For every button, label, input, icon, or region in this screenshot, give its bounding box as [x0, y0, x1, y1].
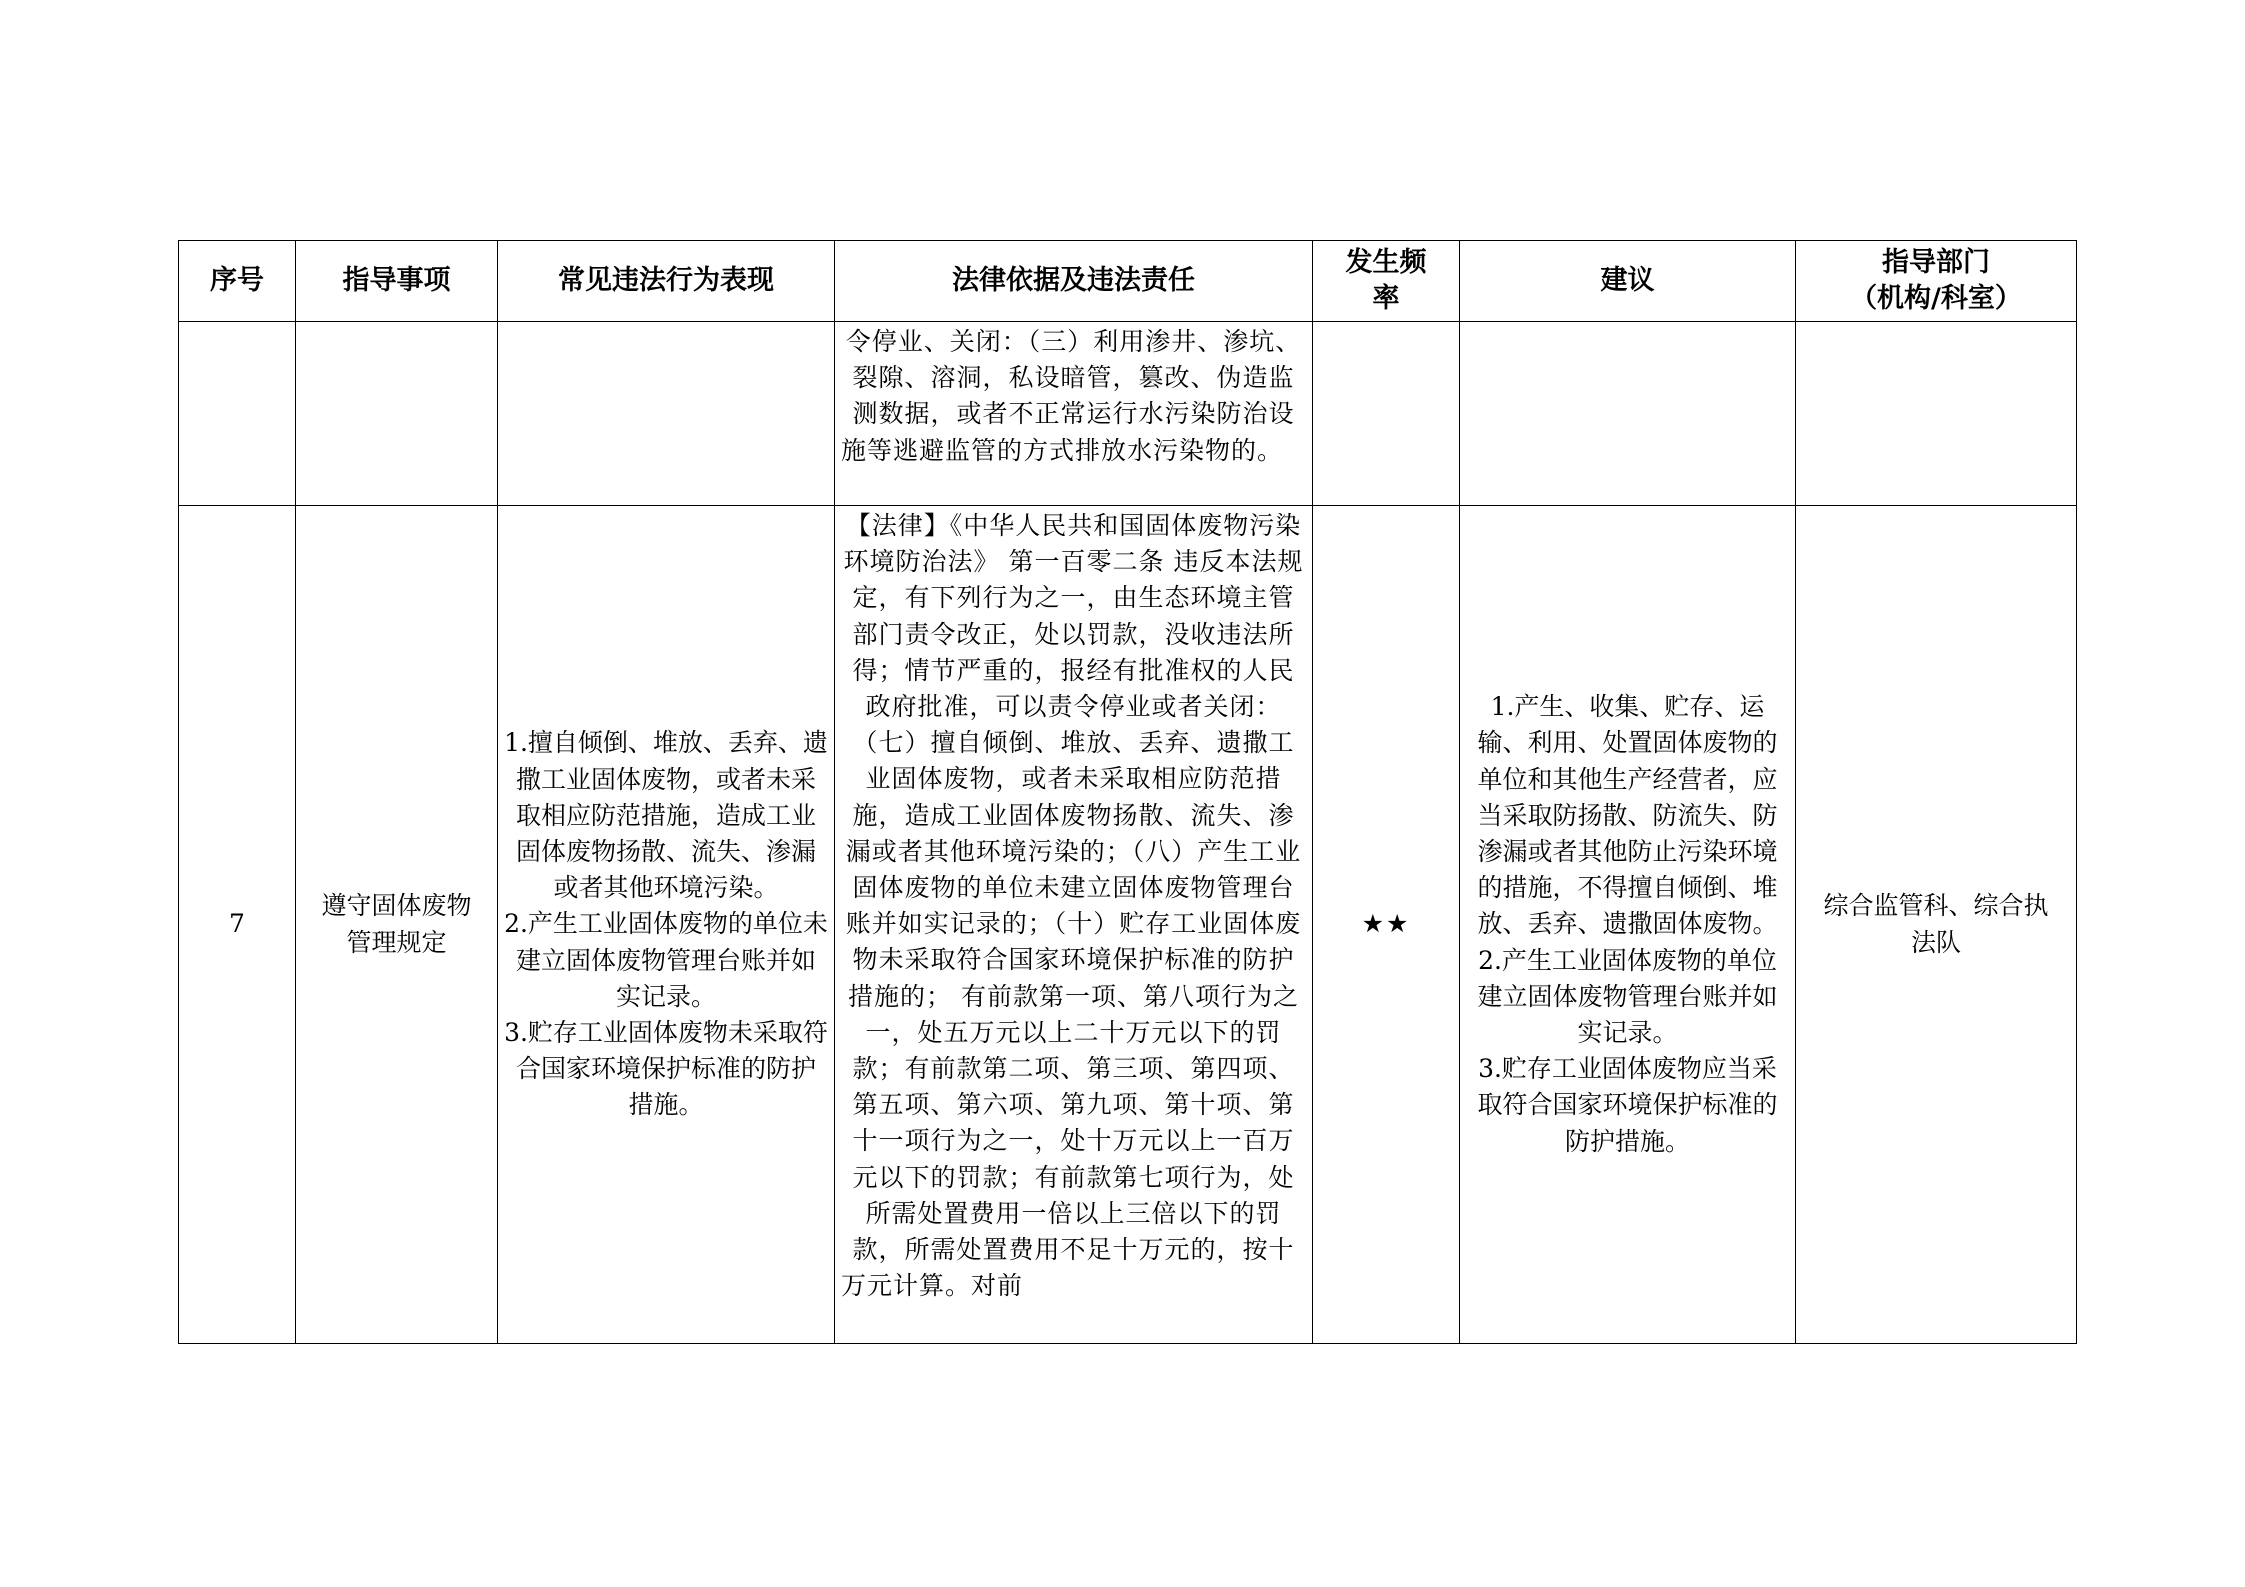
cell-frequency-empty: [1313, 322, 1460, 506]
frequency-stars: ★★: [1313, 506, 1460, 1344]
suggestion-item: 3.贮存工业固体废物应当采取符合国家环境保护标准的防护措施。: [1477, 1054, 1778, 1156]
cell-item-empty: [296, 322, 498, 506]
table-row: [179, 506, 2077, 1344]
header-frequency-line1: 发生频: [1345, 247, 1427, 278]
violation-item: 2.产生工业固体废物的单位未建立固体废物管理台账并如实记录。: [504, 909, 828, 1011]
header-department-line1: 指导部门: [1882, 247, 1990, 278]
violation-item: 3.贮存工业固体废物未采取符合国家环境保护标准的防护措施。: [504, 1018, 828, 1120]
header-item: 指导事项: [296, 241, 498, 322]
legal-basis-continued-text: 令停业、关闭：（三）利用渗井、渗坑、裂隙、溶洞，私设暗管，篡改、伪造监测数据，或者不正常运行水污染防治设施等逃避监管的方式排放水污染物的。: [841, 327, 1302, 465]
guidance-table: [178, 240, 2077, 1344]
suggestion-item: 1.产生、收集、贮存、运输、利用、处置固体废物的单位和其他生产经营者，应当采取防扬散、防流失、防渗漏或者其他防止污染环境的措施，不得擅自倾倒、堆放、丢弃、遗撒固体废物。: [1477, 692, 1778, 939]
legal-basis-text: 【法律】《中华人民共和国固体废物污染环境防治法》 第一百零二条 违反本法规定，有下列行为之一，由生态环境主管部门责令改正，处以罚款，没收违法所得；情节严重的，报经有批准权的人民政府批准，可以责令停业或者关闭：（七）擅自倾倒、堆放、丢弃、遗撒工业固体废物，或者未采取相应防范措施，造成工业固体废物扬散、流失、渗漏或者其他环境污染的；（八）产生工业固体废物的单位未建立固体废物管理台账并如实记录的；（十）贮存工业固体废物未采取符合国家环境保护标准的防护措施的； 有前款第一项、第八项行为之一，处五万元以上二十万元以下的罚款；有前款第二项、第三项、第四项、第五项、第六项、第九项、第十项、第十一项行为之一，处十万元以上一百万元以下的罚款；有前款第七项行为，处所需处置费用一倍以上三倍以下的罚款，所需处置费用不足十万元的，按十万元计算。对前: [841, 511, 1304, 1301]
cell-violations: [498, 506, 835, 1344]
table-header-row: [179, 241, 2077, 322]
header-index: 序号: [179, 241, 296, 322]
header-frequency: [1313, 241, 1460, 322]
violation-item: 1.擅自倾倒、堆放、丢弃、遗撒工业固体废物，或者未采取相应防范措施，造成工业固体废物扬散、流失、渗漏或者其他环境污染。: [504, 728, 828, 903]
cell-suggestions: [1460, 506, 1796, 1344]
header-suggestions: 建议: [1460, 241, 1796, 322]
header-frequency-line2: 率: [1372, 283, 1400, 314]
cell-department: 综合监管科、综合执法队: [1796, 506, 2077, 1344]
header-violations: 常见违法行为表现: [498, 241, 835, 322]
cell-department-empty: [1796, 322, 2077, 506]
cell-index-empty: [179, 322, 296, 506]
header-department: [1796, 241, 2077, 322]
suggestion-item: 2.产生工业固体废物的单位建立固体废物管理台账并如实记录。: [1477, 945, 1778, 1047]
cell-index: 7: [179, 506, 296, 1344]
header-legal-basis: 法律依据及违法责任: [835, 241, 1313, 322]
cell-legal-basis-continued: [835, 322, 1313, 506]
cell-violations-empty: [498, 322, 835, 506]
cell-item: 遵守固体废物管理规定: [296, 506, 498, 1344]
header-department-line2: （机构/科室）: [1850, 283, 2022, 314]
cell-legal-basis: [835, 506, 1313, 1344]
cell-suggestions-empty: [1460, 322, 1796, 506]
table-row-continued: [179, 322, 2077, 506]
